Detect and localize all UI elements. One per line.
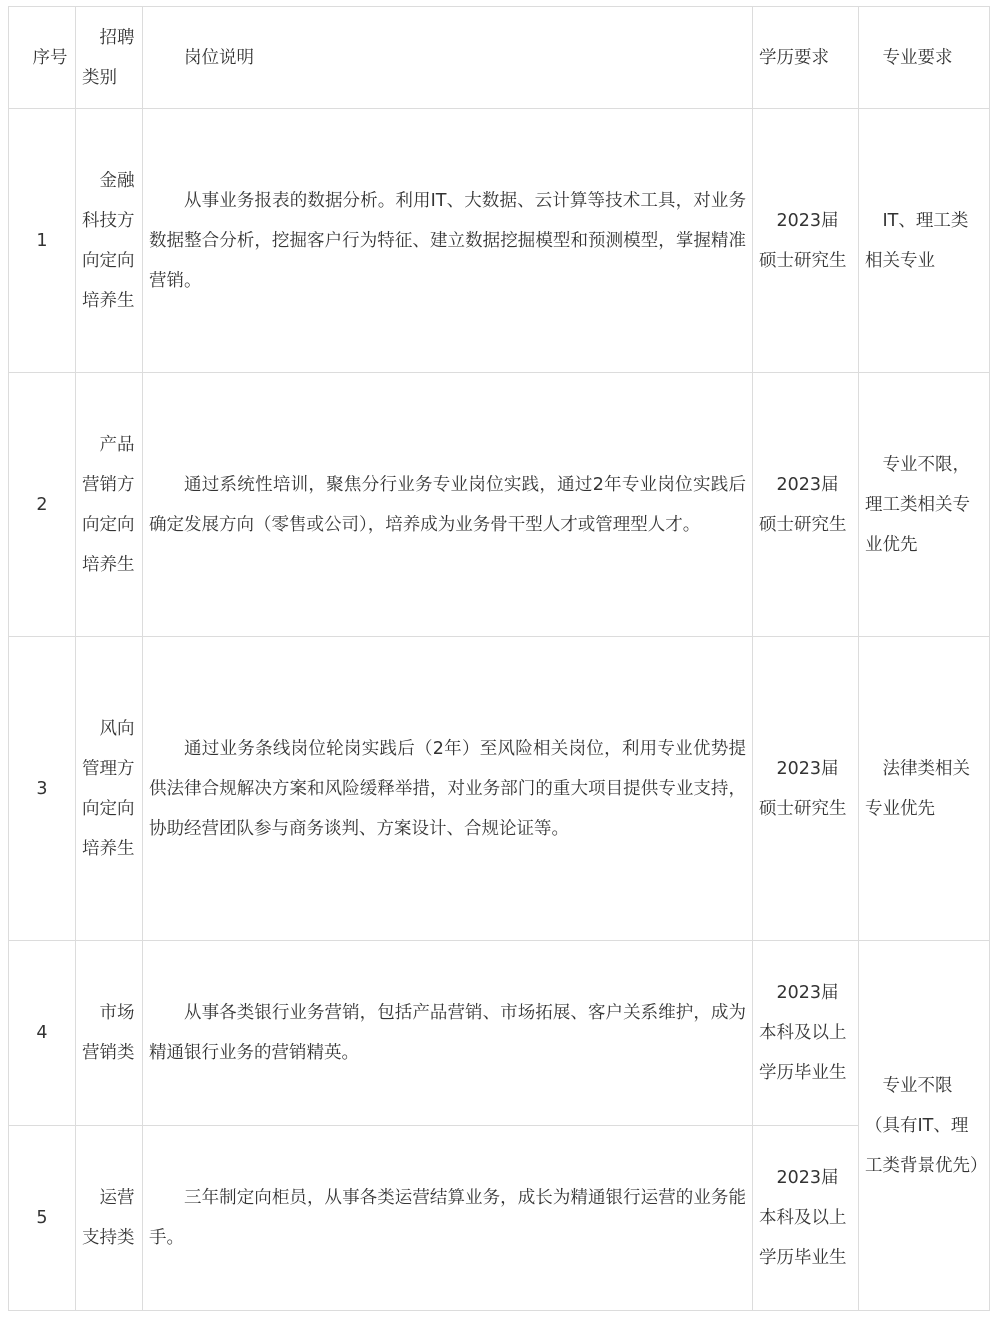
row-description: 从事业务报表的数据分析。利用IT、大数据、云计算等技术工具，对业务数据整合分析，挖掘客户行为特征、建立数据挖掘模型和预测模型，掌握精准营销。	[143, 109, 753, 373]
row-major: 法律类相关专业优先	[859, 637, 990, 941]
row-category: 产品营销方向定向培养生	[76, 373, 143, 637]
table-row	[9, 373, 990, 637]
row-no: 2	[9, 373, 76, 637]
row-description: 通过系统性培训，聚焦分行业务专业岗位实践，通过2年专业岗位实践后确定发展方向（零售或公司），培养成为业务骨干型人才或管理型人才。	[143, 373, 753, 637]
header-description: 岗位说明	[143, 7, 753, 109]
row-education: 2023届硕士研究生	[753, 373, 859, 637]
row-description: 通过业务条线岗位轮岗实践后（2年）至风险相关岗位，利用专业优势提供法律合规解决方案和风险缓释举措，对业务部门的重大项目提供专业支持，协助经营团队参与商务谈判、方案设计、合规论证等。	[143, 637, 753, 941]
header-category: 招聘类别	[76, 7, 143, 109]
row-description: 三年制定向柜员，从事各类运营结算业务，成长为精通银行运营的业务能手。	[143, 1126, 753, 1311]
row-category: 风向管理方向定向培养生	[76, 637, 143, 941]
row-category: 金融科技方向定向培养生	[76, 109, 143, 373]
header-no: 序号	[9, 7, 76, 109]
row-education: 2023届硕士研究生	[753, 109, 859, 373]
row-education: 2023届本科及以上学历毕业生	[753, 941, 859, 1126]
row-major: 专业不限，理工类相关专业优先	[859, 373, 990, 637]
header-major: 专业要求	[859, 7, 990, 109]
recruitment-table	[8, 6, 990, 1311]
table-row	[9, 941, 990, 1126]
row-category: 市场营销类	[76, 941, 143, 1126]
table-row	[9, 1126, 990, 1311]
row-major: IT、理工类相关专业	[859, 109, 990, 373]
row-no: 3	[9, 637, 76, 941]
row-no: 5	[9, 1126, 76, 1311]
row-no: 4	[9, 941, 76, 1126]
row-no: 1	[9, 109, 76, 373]
header-education: 学历要求	[753, 7, 859, 109]
row-category: 运营支持类	[76, 1126, 143, 1311]
table-row	[9, 109, 990, 373]
row-description: 从事各类银行业务营销，包括产品营销、市场拓展、客户关系维护，成为精通银行业务的营销精英。	[143, 941, 753, 1126]
row-major-merged: 专业不限（具有IT、理工类背景优先）	[859, 941, 990, 1311]
row-education: 2023届本科及以上学历毕业生	[753, 1126, 859, 1311]
table-row	[9, 637, 990, 941]
row-education: 2023届硕士研究生	[753, 637, 859, 941]
table-header-row	[9, 7, 990, 109]
